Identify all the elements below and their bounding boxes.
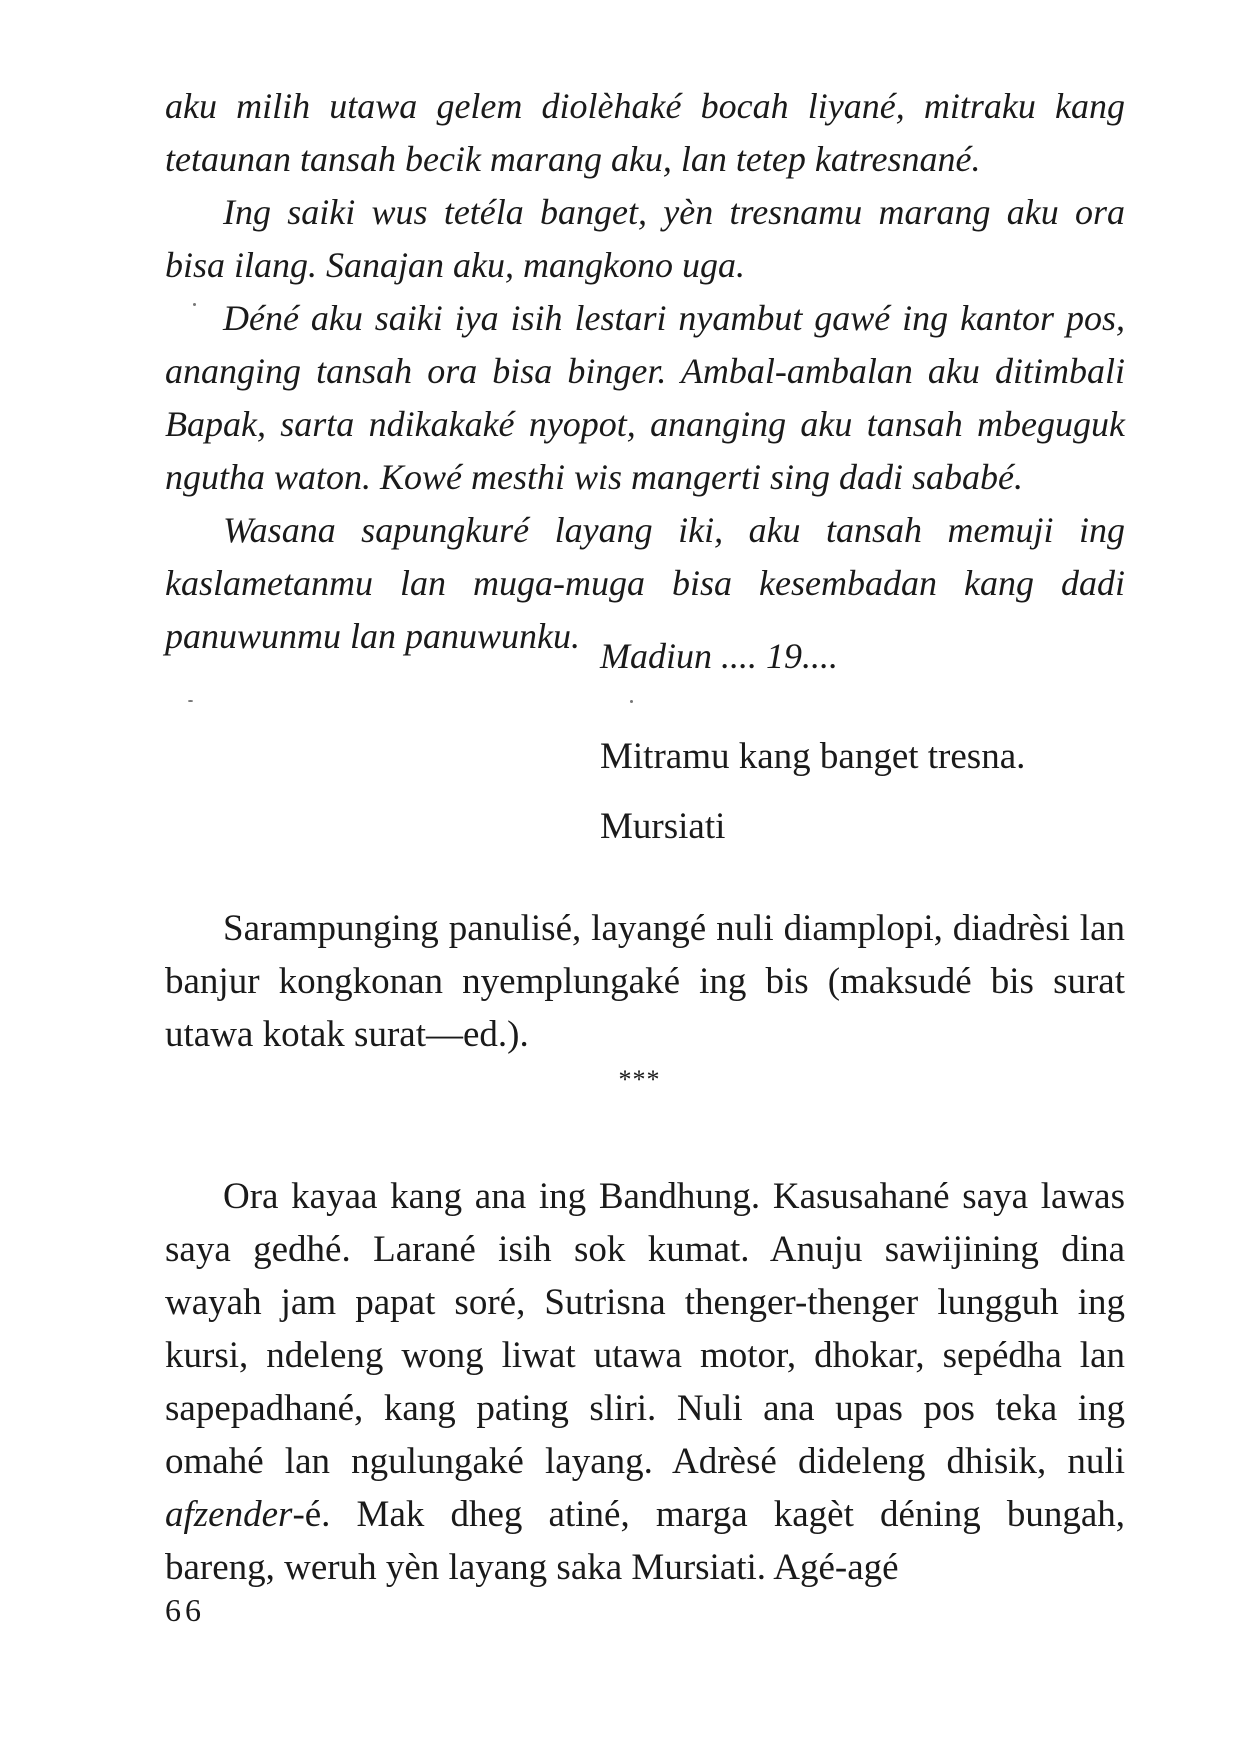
letter-paragraph: Déné aku saiki iya isih lestari nyambut gawé ing kantor pos, ananging tansah ora bisa binger. Ambal-ambalan aku ditimbali Bapak, sarta ndikakaké nyopot, ananging aku tansah mbeguguk ngutha waton. Kowé mesthi wis mangerti sing dadi sababé. xyxy=(165,298,1125,497)
narrative-section-2 xyxy=(165,1170,1125,1594)
narrative-paragraph: Sarampunging panulisé, layangé nuli diamplopi, diadrèsi lan banjur kongkonan nyemplungaké ing bis (maksudé bis surat utawa kotak surat—ed.). xyxy=(165,908,1125,1055)
scan-speck xyxy=(630,700,633,703)
italic-term: afzender xyxy=(165,1494,293,1535)
narrative-section-1 xyxy=(165,902,1125,1061)
page-number: 66 xyxy=(165,1592,205,1628)
letter-paragraph: Wasana sapungkuré layang iki, aku tansah memuji ing kaslametanmu lan muga-muga bisa kesembadan kang dadi panuwunmu lan panuwunku. xyxy=(165,510,1125,656)
scan-speck xyxy=(193,303,196,306)
scan-speck xyxy=(188,700,193,702)
narrative-paragraph xyxy=(165,1170,1125,1594)
letter-place-date: Madiun .... 19.... xyxy=(600,636,838,676)
narrative-text: -é. Mak dheg atiné, marga kagèt déning bungah, bareng, weruh yèn layang saka Mursiati. Agé-agé xyxy=(165,1494,1125,1588)
letter-paragraph: aku milih utawa gelem diolèhaké bocah liyané, mitraku kang tetaunan tansah becik marang aku, lan tetep katresnané. xyxy=(165,86,1125,179)
letter-body xyxy=(165,80,1125,663)
letter-signature: Mursiati xyxy=(600,806,726,847)
narrative-text: Ora kayaa kang ana ing Bandhung. Kasusahané saya lawas saya gedhé. Larané isih sok kumat. Anuju sawijining dina wayah jam papat soré, Sutrisna thenger-thenger lungguh ing kursi, ndeleng wong liwat utawa motor, dhokar, sepédha lan sapepadhané, kang pating sliri. Nuli ana upas pos teka ing omahé lan ngulungaké layang. Adrèsé dideleng dhisik, nuli xyxy=(165,1176,1125,1482)
scene-separator: *** xyxy=(618,1065,661,1094)
letter-closing: Mitramu kang banget tresna. xyxy=(600,736,1026,777)
letter-paragraph: Ing saiki wus tetéla banget, yèn tresnamu marang aku ora bisa ilang. Sanajan aku, mangkono uga. xyxy=(165,192,1125,285)
